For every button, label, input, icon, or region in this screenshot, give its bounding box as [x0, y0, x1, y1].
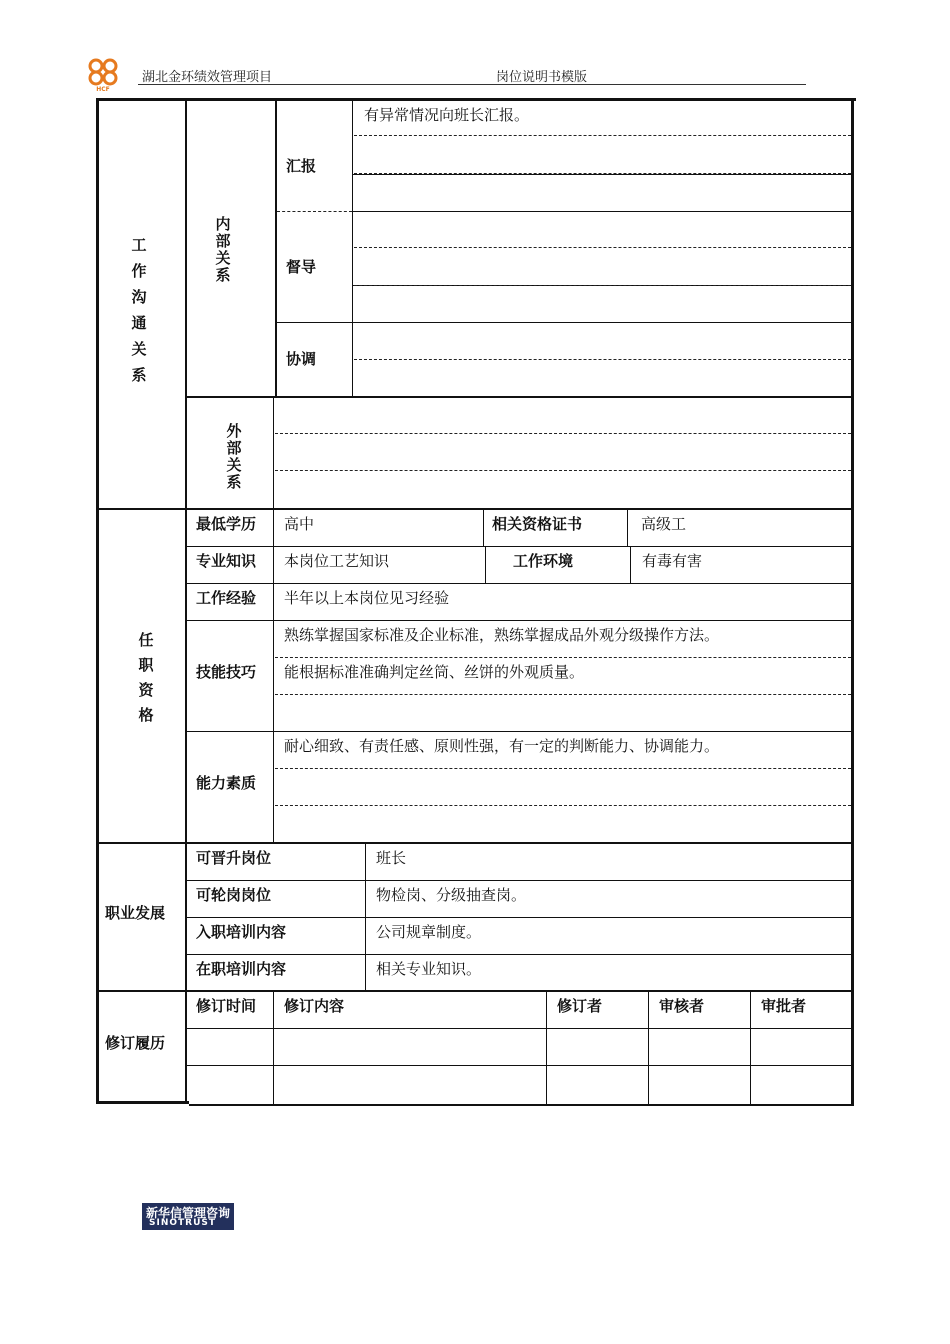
rev-header-time: 修订时间	[196, 997, 257, 1015]
qual-row-4	[185, 731, 853, 732]
qual-col-d2	[630, 547, 631, 584]
rev-col-c	[546, 992, 547, 1106]
dash-supervise-1	[354, 247, 851, 248]
col-divider-c	[352, 98, 353, 397]
header-company: 湖北金环绩效管理项目	[142, 70, 273, 85]
dash-coordinate-1	[354, 359, 851, 360]
qual-col-c2	[485, 547, 486, 584]
qual-col-d1	[627, 510, 628, 547]
rev-row-1	[185, 1028, 853, 1029]
row-divider-ext	[185, 396, 853, 398]
qualification-section-label: 任 职 资 格	[138, 631, 154, 724]
qual-col-c1	[483, 510, 484, 547]
communication-section-label: 工 作 沟 通 关 系	[131, 236, 147, 384]
dash-skill-1	[275, 657, 851, 658]
rev-col-a	[185, 992, 187, 1104]
dash-report-2	[354, 173, 851, 174]
footer-logo-en: SINOTRUST	[149, 1218, 217, 1228]
knowledge-value: 本岗位工艺知识	[284, 552, 390, 570]
exp-value: 半年以上本岗位见习经验	[284, 589, 450, 607]
border-bottom	[189, 1104, 854, 1106]
promote-label: 可晋升岗位	[196, 849, 272, 867]
entry-training-label: 入职培训内容	[196, 923, 287, 941]
revision-section-label: 修订履历	[105, 1034, 166, 1052]
career-row-3	[185, 954, 853, 955]
border-bottom-left	[96, 1101, 189, 1104]
dash-external-1	[275, 433, 851, 434]
ability-line-1: 耐心细致、有责任感、原则性强，有一定的判断能力、协调能力。	[284, 737, 720, 755]
footer-logo-cn: 新华信管理咨询	[146, 1206, 231, 1220]
exp-label: 工作经验	[196, 589, 257, 607]
coordinate-label: 协调	[286, 350, 317, 368]
col-divider-ext	[273, 397, 274, 508]
company-logo	[84, 54, 124, 92]
rev-header-approver: 审批者	[761, 997, 807, 1015]
dash-supervise-2	[354, 285, 851, 286]
onjob-training-value: 相关专业知识。	[376, 960, 482, 978]
qual-row-2	[185, 583, 853, 584]
job-description-form	[96, 98, 856, 1104]
env-value: 有毒有害	[642, 552, 703, 570]
rev-row-2	[185, 1065, 853, 1066]
rev-col-b	[273, 992, 274, 1106]
career-row-1	[185, 880, 853, 881]
supervise-label: 督导	[286, 258, 317, 276]
env-label: 工作环境	[513, 552, 574, 570]
external-relations-label: 外 部 关 系	[226, 422, 242, 491]
dash-external-2	[275, 470, 851, 471]
row-divider-sec1	[96, 508, 854, 510]
border-left	[96, 98, 99, 1104]
qual-col-b	[273, 510, 274, 842]
row-line-supervise-top	[352, 211, 853, 212]
rev-col-d	[648, 992, 649, 1106]
header-rule	[138, 84, 806, 85]
edu-label: 最低学历	[196, 515, 257, 533]
dash-skill-2	[275, 694, 851, 695]
rotate-value: 物检岗、分级抽查岗。	[376, 886, 527, 904]
qual-row-1	[185, 546, 853, 547]
row-line-coordinate-top	[277, 322, 853, 323]
onjob-training-label: 在职培训内容	[196, 960, 287, 978]
skill-label: 技能技巧	[196, 663, 257, 681]
col-divider-a	[185, 98, 187, 508]
edu-value: 高中	[284, 515, 315, 533]
skill-line-2: 能根据标准准确判定丝筒、丝饼的外观质量。	[284, 663, 585, 681]
rev-col-e	[750, 992, 751, 1106]
qual-col-a	[185, 510, 187, 842]
career-row-2	[185, 917, 853, 918]
rev-header-reviewer: 审核者	[659, 997, 705, 1015]
dash-ability-1	[275, 768, 851, 769]
rev-header-reviser: 修订者	[557, 997, 603, 1015]
dash-report-1	[354, 135, 851, 136]
logo-text: HCF	[96, 86, 110, 92]
footer-logo	[142, 1203, 234, 1230]
rev-header-content: 修订内容	[284, 997, 345, 1015]
col-divider-b	[275, 98, 277, 397]
report-text: 有异常情况向班长汇报。	[364, 106, 530, 124]
internal-relations-label: 内 部 关 系	[215, 215, 231, 284]
header-doc-title: 岗位说明书模版	[496, 70, 588, 85]
entry-training-value: 公司规章制度。	[376, 923, 482, 941]
skill-line-1: 熟练掌握国家标准及企业标准，熟练掌握成品外观分级操作方法。	[284, 626, 720, 644]
cert-label: 相关资格证书	[492, 515, 583, 533]
rotate-label: 可轮岗岗位	[196, 886, 272, 904]
border-top	[96, 98, 856, 101]
dash-report-label	[277, 211, 352, 212]
knowledge-label: 专业知识	[196, 552, 257, 570]
ability-label: 能力素质	[196, 774, 257, 792]
dash-ability-2	[275, 805, 851, 806]
cert-value: 高级工	[641, 515, 687, 533]
promote-value: 班长	[376, 849, 407, 867]
report-label: 汇报	[286, 157, 317, 175]
career-section-label: 职业发展	[105, 904, 166, 922]
qual-row-3	[185, 620, 853, 621]
row-divider-sec2	[96, 842, 854, 844]
row-line-report-3	[352, 174, 853, 175]
row-divider-sec3	[96, 990, 854, 992]
